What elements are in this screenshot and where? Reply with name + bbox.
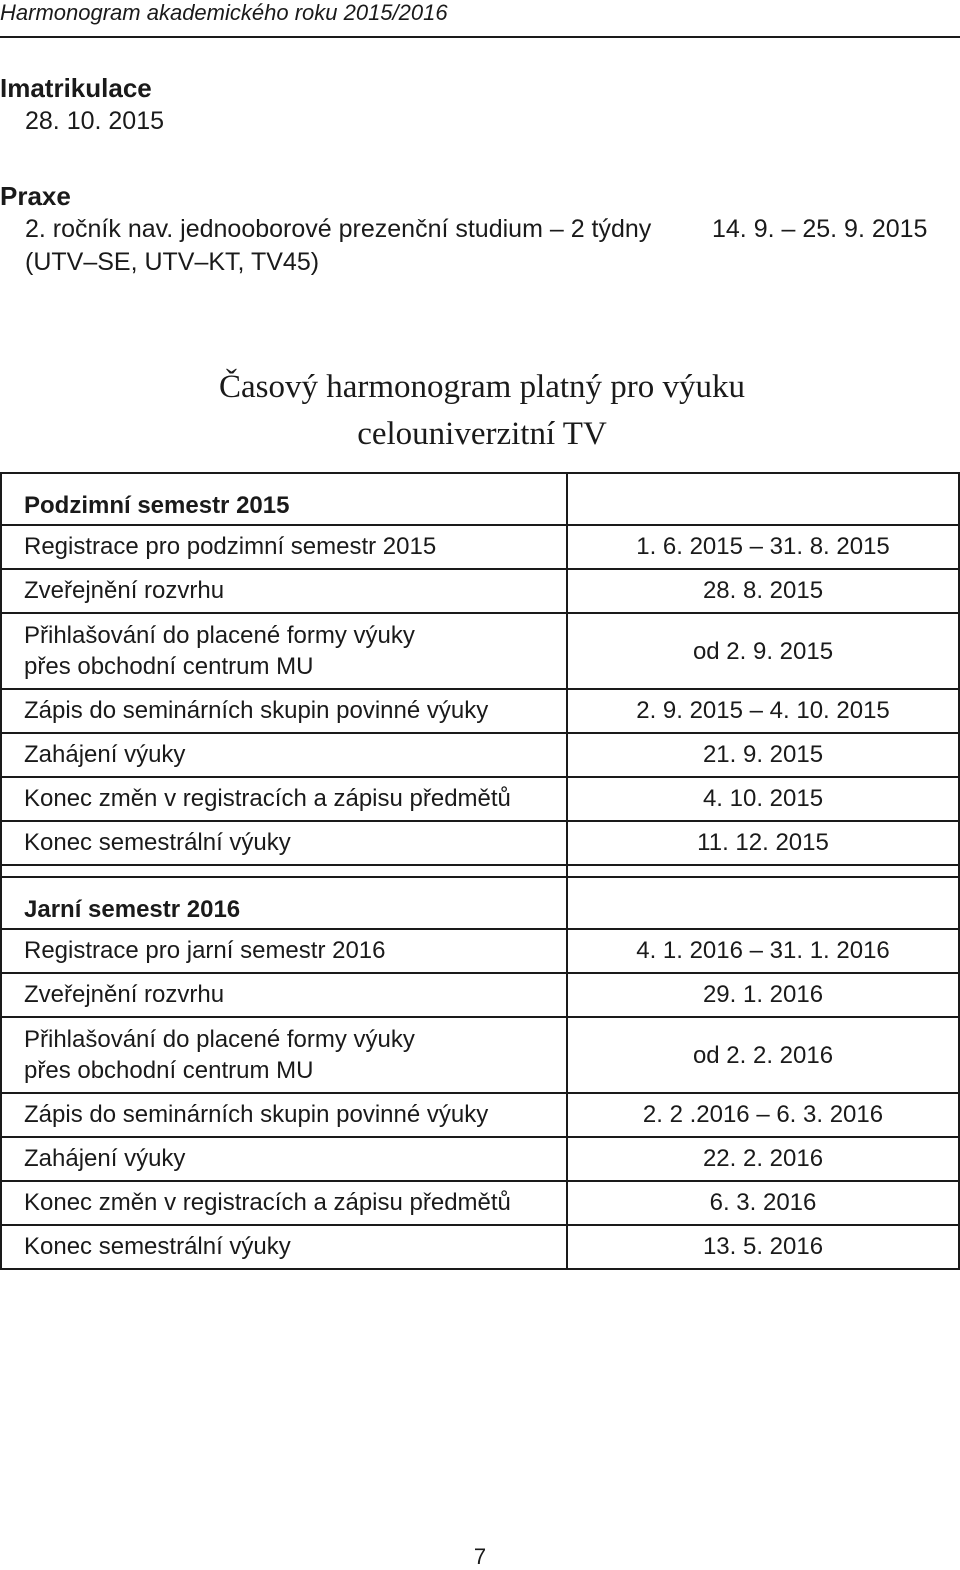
spacer-cell: [567, 865, 959, 877]
row-date: 11. 12. 2015: [567, 821, 959, 865]
header-rule: [0, 36, 960, 38]
row-label: Zápis do seminárních skupin povinné výuky: [1, 689, 567, 733]
row-label: Zveřejnění rozvrhu: [1, 569, 567, 613]
row-date: 4. 10. 2015: [567, 777, 959, 821]
row-label: Zápis do seminárních skupin povinné výuky: [1, 1093, 567, 1137]
row-label: Konec změn v registracích a zápisu předmětů: [1, 1181, 567, 1225]
praxe-programs: (UTV–SE, UTV–KT, TV45): [25, 248, 320, 276]
praxe-section: [0, 180, 960, 279]
table-spacer-row: [1, 865, 959, 877]
row-label-line-1: Přihlašování do placené formy výuky: [24, 622, 415, 649]
table-row: [1, 1093, 959, 1137]
row-date: 6. 3. 2016: [567, 1181, 959, 1225]
imatrikulace-date: 28. 10. 2015: [25, 107, 165, 135]
spring-heading-date-cell: [567, 877, 959, 929]
table-row: [1, 973, 959, 1017]
running-head: Harmonogram akademického roku 2015/2016: [0, 0, 448, 25]
row-label: [1, 1017, 567, 1093]
praxe-row: [0, 213, 960, 246]
table-row: [1, 1181, 959, 1225]
schedule-table: [0, 472, 960, 1270]
praxe-heading: Praxe: [0, 181, 71, 211]
spring-heading: Jarní semestr 2016: [1, 877, 567, 929]
spring-heading-row: [1, 877, 959, 929]
table-row: [1, 1137, 959, 1181]
table-row: [1, 733, 959, 777]
row-label: Registrace pro podzimní semestr 2015: [1, 525, 567, 569]
row-label: Konec změn v registracích a zápisu předmětů: [1, 777, 567, 821]
table-row: [1, 929, 959, 973]
row-label: Zahájení výuky: [1, 733, 567, 777]
row-label: Registrace pro jarní semestr 2016: [1, 929, 567, 973]
row-label-line-2: přes obchodní centrum MU: [24, 1057, 314, 1084]
praxe-description: 2. ročník nav. jednooborové prezenční studium – 2 týdny: [25, 215, 652, 243]
row-label-line-1: Přihlašování do placené formy výuky: [24, 1026, 415, 1053]
praxe-dates: 14. 9. – 25. 9. 2015: [712, 215, 928, 243]
table-row: [1, 777, 959, 821]
row-date: 2. 2 .2016 – 6. 3. 2016: [567, 1093, 959, 1137]
row-label: Zveřejnění rozvrhu: [1, 973, 567, 1017]
table-row: [1, 525, 959, 569]
row-label: Konec semestrální výuky: [1, 821, 567, 865]
imatrikulace-heading: Imatrikulace: [0, 73, 152, 103]
table-row: [1, 569, 959, 613]
row-date: 21. 9. 2015: [567, 733, 959, 777]
table-row: [1, 613, 959, 689]
row-date: 13. 5. 2016: [567, 1225, 959, 1269]
schedule-title: [0, 364, 960, 458]
schedule-title-line-1: Časový harmonogram platný pro výuku: [218, 369, 746, 405]
autumn-heading-date-cell: [567, 473, 959, 525]
imatrikulace-section: [0, 72, 164, 138]
autumn-heading: Podzimní semestr 2015: [1, 473, 567, 525]
row-date: 4. 1. 2016 – 31. 1. 2016: [567, 929, 959, 973]
table-row: [1, 1017, 959, 1093]
row-date: 1. 6. 2015 – 31. 8. 2015: [567, 525, 959, 569]
row-date: 2. 9. 2015 – 4. 10. 2015: [567, 689, 959, 733]
row-date: od 2. 2. 2016: [567, 1017, 959, 1093]
row-label: Konec semestrální výuky: [1, 1225, 567, 1269]
row-label: [1, 613, 567, 689]
schedule-title-line-2: celouniverzitní TV: [357, 416, 607, 452]
table-row: [1, 1225, 959, 1269]
row-label: Zahájení výuky: [1, 1137, 567, 1181]
autumn-heading-row: [1, 473, 959, 525]
row-date: 28. 8. 2015: [567, 569, 959, 613]
spacer-cell: [1, 865, 567, 877]
table-row: [1, 689, 959, 733]
row-date: 29. 1. 2016: [567, 973, 959, 1017]
row-date: od 2. 9. 2015: [567, 613, 959, 689]
row-date: 22. 2. 2016: [567, 1137, 959, 1181]
page-number: 7: [473, 1544, 487, 1569]
table-row: [1, 821, 959, 865]
row-label-line-2: přes obchodní centrum MU: [24, 653, 314, 680]
